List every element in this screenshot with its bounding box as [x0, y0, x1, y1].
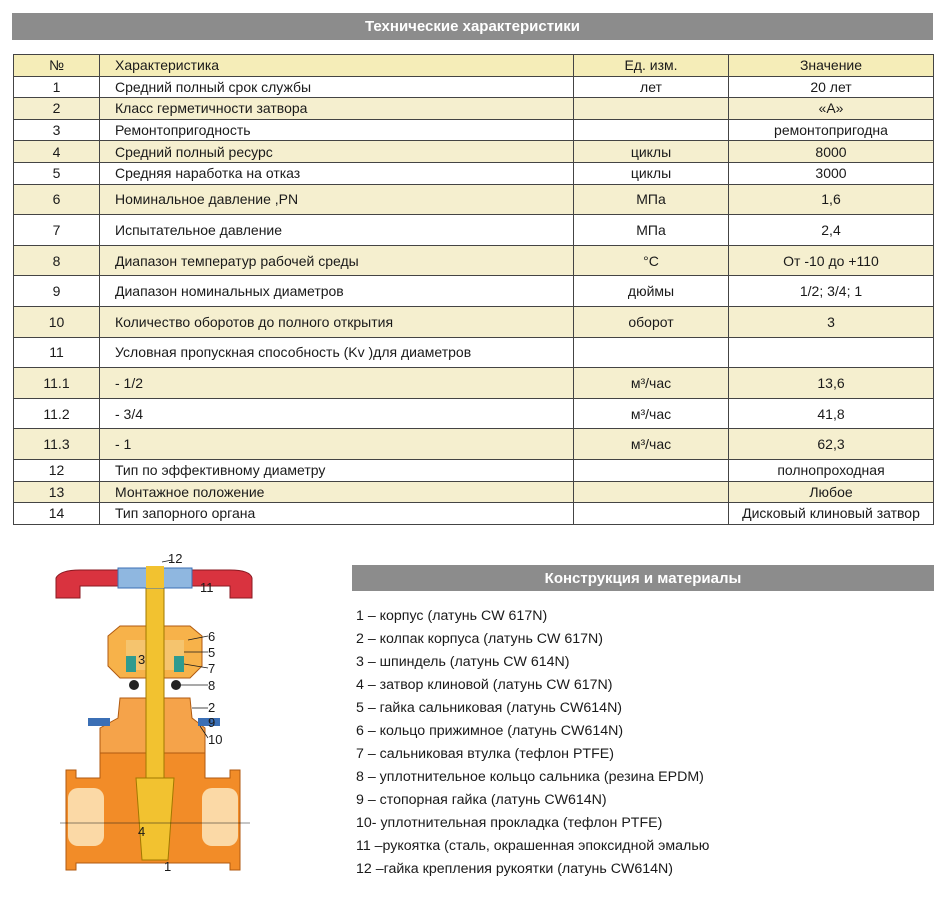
cell-value: полнопроходная — [729, 459, 934, 481]
table-row — [14, 215, 934, 246]
col-header-unit: Ед. изм. — [574, 55, 729, 77]
cell-unit: циклы — [574, 141, 729, 163]
list-item: 10- уплотнительная прокладка (тефлон PTFE) — [356, 815, 663, 831]
list-item: 2 – колпак корпуса (латунь CW 617N) — [356, 631, 604, 647]
cell-value: ремонтопригодна — [729, 119, 934, 141]
cell-value: 20 лет — [729, 76, 934, 98]
cell-value: 1/2; 3/4; 1 — [729, 276, 934, 307]
callout-10: 10 — [208, 732, 223, 747]
callout-1: 1 — [164, 859, 172, 874]
o-ring-left — [129, 680, 139, 690]
cell-value: От -10 до +110 — [729, 245, 934, 276]
cell-name: Класс герметичности затвора — [100, 98, 574, 120]
list-item: 8 – уплотнительное кольцо сальника (резина EPDM) — [356, 769, 704, 785]
cell-name: Тип по эффективному диаметру — [100, 459, 574, 481]
packing-left — [126, 656, 136, 672]
table-row — [14, 162, 934, 184]
o-ring-right — [171, 680, 181, 690]
cell-unit — [574, 459, 729, 481]
valve-wedge — [136, 778, 174, 860]
cell-value: 2,4 — [729, 215, 934, 246]
cell-num: 3 — [14, 119, 100, 141]
cell-value: Дисковый клиновый затвор — [729, 503, 934, 525]
cell-num: 5 — [14, 162, 100, 184]
spec-table-body — [14, 76, 934, 524]
cell-value: 8000 — [729, 141, 934, 163]
cell-num: 11.3 — [14, 429, 100, 460]
spec-section-title: Технические характеристики — [364, 18, 581, 35]
cell-name: Ремонтопригодность — [100, 119, 574, 141]
handle-nut-core — [146, 566, 164, 588]
callout-7: 7 — [208, 661, 216, 676]
cell-value — [729, 337, 934, 368]
table-row — [14, 276, 934, 307]
cell-name: - 1/2 — [100, 368, 574, 399]
cell-unit — [574, 119, 729, 141]
list-item: 9 – стопорная гайка (латунь CW614N) — [356, 792, 607, 808]
cell-unit: дюймы — [574, 276, 729, 307]
cell-name: - 3/4 — [100, 398, 574, 429]
cell-name: Диапазон температур рабочей среды — [100, 245, 574, 276]
list-item: 4 – затвор клиновой (латунь CW 617N) — [356, 677, 613, 693]
callout-8: 8 — [208, 678, 216, 693]
cell-value: 13,6 — [729, 368, 934, 399]
packing-right — [174, 656, 184, 672]
callout-4: 4 — [138, 824, 146, 839]
callout-3: 3 — [138, 652, 146, 667]
cell-name: Условная пропускная способность (Kv )для диаметров — [100, 337, 574, 368]
cell-num: 9 — [14, 276, 100, 307]
table-row — [14, 398, 934, 429]
col-header-value: Значение — [729, 55, 934, 77]
cell-unit: МПа — [574, 215, 729, 246]
list-item: 11 –рукоятка (сталь, окрашенная эпоксидной эмалью — [356, 838, 710, 854]
col-header-num: № — [14, 55, 100, 77]
cell-unit: °С — [574, 245, 729, 276]
callout-2: 2 — [208, 700, 216, 715]
cell-name: Количество оборотов до полного открытия — [100, 306, 574, 337]
cell-value: 41,8 — [729, 398, 934, 429]
cell-unit — [574, 98, 729, 120]
spec-table-header-row — [14, 55, 934, 77]
table-row — [14, 368, 934, 399]
cell-num: 10 — [14, 306, 100, 337]
cell-value: 3 — [729, 306, 934, 337]
spec-table — [13, 54, 934, 525]
cell-num: 12 — [14, 459, 100, 481]
cell-value: 1,6 — [729, 184, 934, 215]
cell-name: Диапазон номинальных диаметров — [100, 276, 574, 307]
cell-unit: м³/час — [574, 368, 729, 399]
col-header-name: Характеристика — [100, 55, 574, 77]
valve-bore-right — [202, 788, 238, 846]
list-item: 5 – гайка сальниковая (латунь CW614N) — [356, 700, 623, 716]
valve-stem — [146, 578, 164, 778]
lock-nut-left — [88, 718, 110, 726]
cell-name: Тип запорного органа — [100, 503, 574, 525]
table-row — [14, 459, 934, 481]
table-row — [14, 184, 934, 215]
valve-bore-left — [68, 788, 104, 846]
spec-section-header — [12, 13, 933, 40]
cell-name: Средний полный срок службы — [100, 76, 574, 98]
cell-unit: оборот — [574, 306, 729, 337]
cell-num: 8 — [14, 245, 100, 276]
cell-unit: м³/час — [574, 398, 729, 429]
cell-unit: циклы — [574, 162, 729, 184]
construction-section-title: Конструкция и материалы — [544, 569, 742, 587]
callout-11: 11 — [200, 580, 214, 595]
callout-9: 9 — [208, 715, 216, 730]
valve-cross-section-drawing — [40, 548, 280, 878]
cell-name: Испытательное давление — [100, 215, 574, 246]
list-item: 7 – сальниковая втулка (тефлон PTFE) — [356, 746, 614, 762]
callout-6: 6 — [208, 629, 216, 644]
cell-name: Средняя наработка на отказ — [100, 162, 574, 184]
cell-num: 11.2 — [14, 398, 100, 429]
cell-num: 11.1 — [14, 368, 100, 399]
materials-list — [356, 605, 709, 881]
cell-num: 2 — [14, 98, 100, 120]
cell-unit: лет — [574, 76, 729, 98]
table-row — [14, 98, 934, 120]
table-row — [14, 119, 934, 141]
cell-num: 1 — [14, 76, 100, 98]
cell-num: 11 — [14, 337, 100, 368]
table-row — [14, 337, 934, 368]
table-row — [14, 245, 934, 276]
table-row — [14, 141, 934, 163]
cell-num: 4 — [14, 141, 100, 163]
cell-num: 14 — [14, 503, 100, 525]
list-item: 1 – корпус (латунь CW 617N) — [356, 608, 548, 624]
table-row — [14, 481, 934, 503]
cell-unit: МПа — [574, 184, 729, 215]
cell-name: Монтажное положение — [100, 481, 574, 503]
cell-num: 13 — [14, 481, 100, 503]
cell-num: 7 — [14, 215, 100, 246]
cell-name: Номинальное давление ,PN — [100, 184, 574, 215]
construction-section-header — [352, 565, 934, 591]
table-row — [14, 306, 934, 337]
table-row — [14, 429, 934, 460]
list-item: 3 – шпиндель (латунь CW 614N) — [356, 654, 570, 670]
cell-name: Средний полный ресурс — [100, 141, 574, 163]
list-item: 6 – кольцо прижимное (латунь CW614N) — [356, 723, 624, 739]
cell-value: 3000 — [729, 162, 934, 184]
cell-num: 6 — [14, 184, 100, 215]
cell-value: 62,3 — [729, 429, 934, 460]
list-item: 12 –гайка крепления рукоятки (латунь CW614N) — [356, 861, 673, 877]
callout-5: 5 — [208, 645, 216, 660]
cell-unit — [574, 337, 729, 368]
callout-12: 12 — [168, 551, 183, 566]
cell-unit: м³/час — [574, 429, 729, 460]
cell-unit — [574, 481, 729, 503]
cell-name: - 1 — [100, 429, 574, 460]
cell-unit — [574, 503, 729, 525]
table-row — [14, 503, 934, 525]
table-row — [14, 76, 934, 98]
cell-value: «А» — [729, 98, 934, 120]
cell-value: Любое — [729, 481, 934, 503]
